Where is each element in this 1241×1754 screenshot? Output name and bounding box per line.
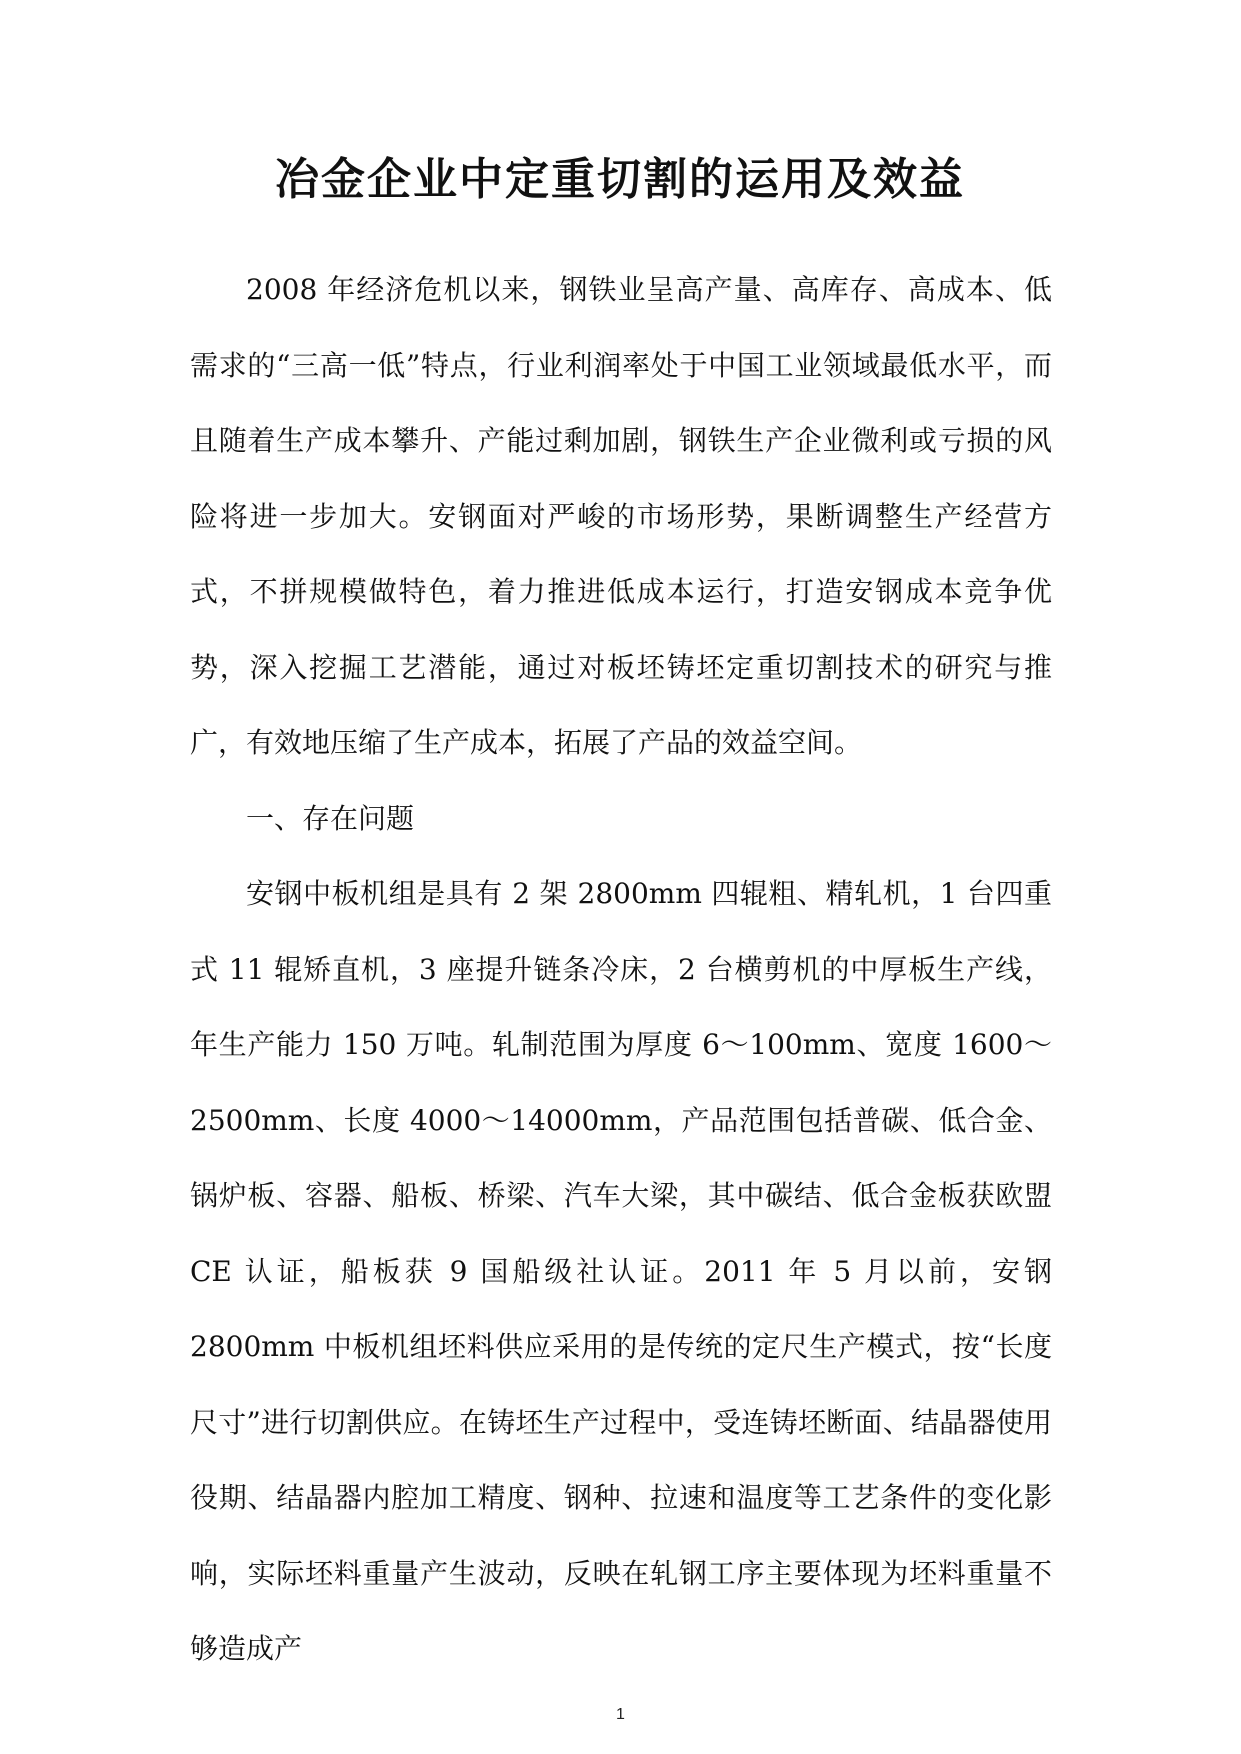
section-heading: 一、存在问题 <box>246 801 415 835</box>
paragraph-problem: 安钢中板机组是具有 2 架 2800mm 四辊粗、精轧机，1 台四重式 11 辊矫直机，3 座提升链条冷床，2 台横剪机的中厚板生产线，年生产能力 150 万吨。轧制范围为厚度 6～100mm、宽度 1600～2500mm、长度 4000～14000mm，产品范围包括普碳、低合金、锅炉板、容器、船板、桥梁、汽车大梁，其中碳结、低合金板获欧盟 CE 认证，船板获 9 国船级社认证。2011 年 5 月以前，安钢 2800mm 中板机组坯料供应采用的是传统的定尺生产模式，按“长度尺寸”进行切割供应。在铸坯生产过程中，受连铸坯断面、结晶器使用役期、结晶器内腔加工精度、钢种、拉速和温度等工艺条件的变化影响，实际坯料重量产生波动，反映在轧钢工序主要体现为坯料重量不够造成产 <box>190 877 1052 1665</box>
page-number: 1 <box>616 1706 625 1723</box>
document-title: 冶金企业中定重切割的运用及效益 <box>275 154 965 205</box>
paragraph-intro: 2008 年经济危机以来，钢铁业呈高产量、高库存、高成本、低需求的“三高一低”特点，行业利润率处于中国工业领域最低水平，而且随着生产成本攀升、产能过剩加剧，钢铁生产企业微利或亏损的风险将进一步加大。安钢面对严峻的市场形势，果断调整生产经营方式，不拼规模做特色，着力推进低成本运行，打造安钢成本竞争优势，深入挖掘工艺潜能，通过对板坯铸坯定重切割技术的研究与推广，有效地压缩了生产成本，拓展了产品的效益空间。 <box>190 273 1052 759</box>
document-body <box>190 252 1052 1687</box>
